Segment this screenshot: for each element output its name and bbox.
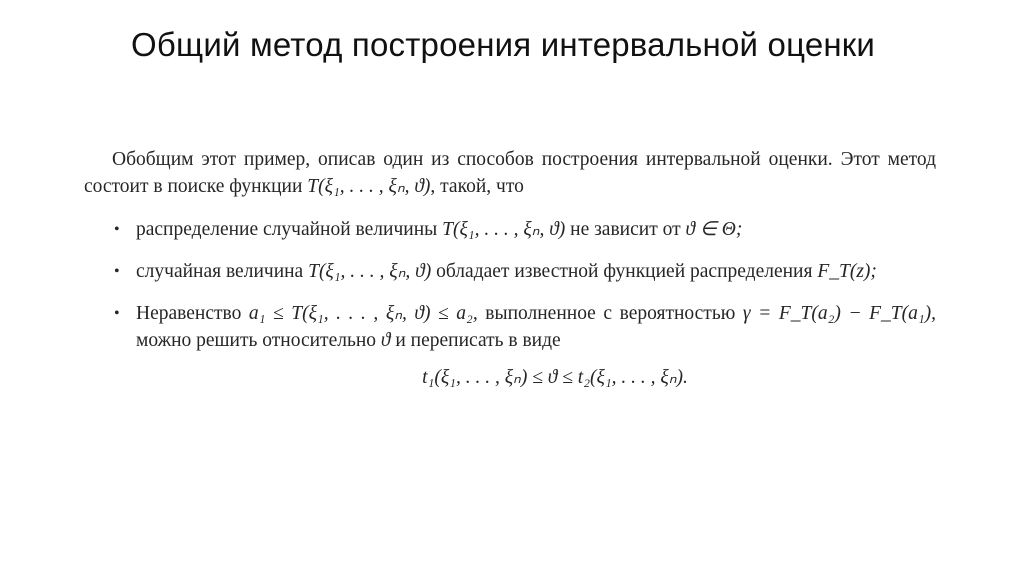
bullet-3-formula-a: a₁ ≤ T(ξ₁, . . . , ξₙ, ϑ) ≤ a₂, bbox=[248, 303, 478, 324]
intro-paragraph bbox=[84, 146, 936, 200]
list-item bbox=[84, 216, 936, 243]
bullet-text bbox=[114, 258, 936, 285]
bullet-text bbox=[114, 216, 936, 243]
bullet-icon: • bbox=[114, 221, 120, 238]
intro-line-1: Обобщим этот пример, описав один из способов построения интервальной оценки. Этот bbox=[112, 149, 880, 170]
bullet-3-text-b: выполненное с вероятностью bbox=[485, 303, 736, 324]
document-body bbox=[84, 146, 936, 406]
bullet-1-formula-a: T(ξ₁, . . . , ξₙ, ϑ) bbox=[442, 219, 566, 240]
bullet-1-formula-b: ϑ ∈ Θ; bbox=[685, 219, 743, 240]
bullet-icon: • bbox=[114, 263, 120, 280]
bullet-3-formula-c: ϑ bbox=[380, 330, 391, 351]
bullet-2-formula-b: F_T(z); bbox=[817, 261, 877, 282]
intro-line-2-tail: , такой, что bbox=[430, 176, 524, 197]
bullet-2-formula-a: T(ξ₁, . . . , ξₙ, ϑ) bbox=[308, 261, 432, 282]
intro-line-2-text: метод состоит в поиске функции bbox=[84, 149, 936, 197]
bullet-3-formula-b: γ = F_T(a₂) − F_T(a₁), bbox=[742, 303, 937, 324]
bullet-1-text-a: распределение случайной величины bbox=[136, 219, 438, 240]
slide-title: Общий метод построения интервальной оценки bbox=[131, 26, 876, 63]
list-item bbox=[84, 300, 936, 391]
list-item bbox=[84, 258, 936, 285]
bullet-3-text-a: Неравенство bbox=[136, 303, 242, 324]
bullet-3-text-d: и переписать в виде bbox=[395, 330, 561, 351]
bullet-3-text-c: можно решить относительно bbox=[136, 330, 377, 351]
bullet-2-text-b: обладает известной функцией распределения bbox=[436, 261, 813, 282]
bullet-text bbox=[114, 300, 936, 354]
intro-formula: T(ξ₁, . . . , ξₙ, ϑ) bbox=[307, 176, 431, 197]
bullet-1-text-b: не зависит от bbox=[570, 219, 681, 240]
bullet-2-text-a: случайная величина bbox=[136, 261, 304, 282]
display-formula: t₁(ξ₁, . . . , ξₙ) ≤ ϑ ≤ t₂(ξ₁, . . . , ξₙ). bbox=[422, 367, 688, 388]
bullet-icon: • bbox=[114, 305, 120, 322]
bullet-list bbox=[84, 216, 936, 391]
